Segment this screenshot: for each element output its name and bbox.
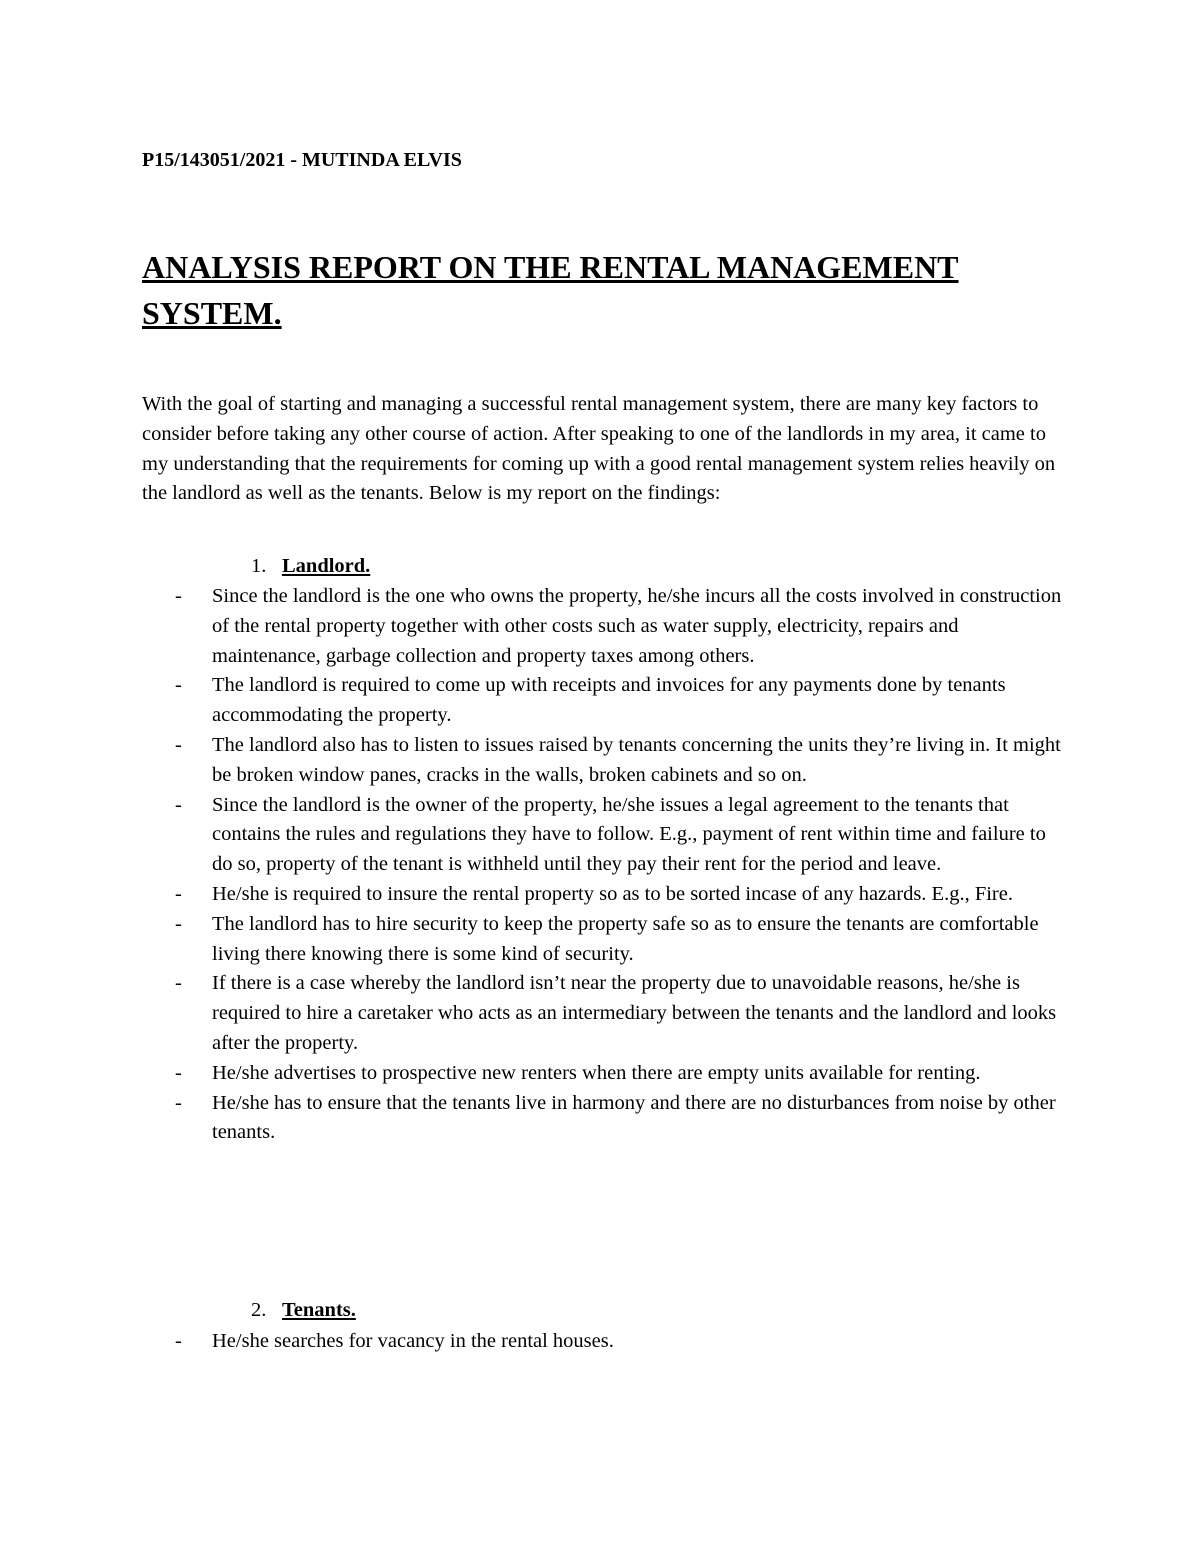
bullet-dash: - [175,793,182,816]
section-heading-tenants [251,1296,356,1326]
list-item [142,731,1062,791]
bullet-dash: - [175,912,182,935]
list-item-text: The landlord is required to come up with receipts and invoices for any payments done by tenants accommodating the property. [212,674,1006,727]
section-label: Landlord. [282,555,371,577]
section-label: Tenants. [282,1299,356,1321]
section-number: 2. [251,1299,267,1321]
list-item-text: He/she advertises to prospective new renters when there are empty units available for renting. [212,1061,981,1084]
list-item-text: Since the landlord is the owner of the property, he/she issues a legal agreement to the tenants that contains the rules and regulations they have to follow. E.g., payment of rent within time and failure to do so, property of the tenant is withheld until they pay their rent for the period and leave. [212,793,1046,876]
section-number: 1. [251,555,267,577]
list-item-text: If there is a case whereby the landlord isn’t near the property due to unavoidable reasons, he/she is required to hire a caretaker who acts as an intermediary between the tenants and the landlord and looks after the property. [212,972,1057,1054]
list-item [142,1089,1062,1149]
tenants-list [142,1327,1082,1357]
bullet-dash: - [175,674,182,697]
list-item-text: The landlord also has to listen to issues raised by tenants concerning the units they’re living in. It might be broken window panes, cracks in the walls, broken cabinets and so on. [212,733,1061,786]
bullet-dash: - [175,972,182,995]
bullet-dash: - [175,1330,182,1352]
bullet-dash: - [175,585,182,607]
list-item [142,1059,1062,1089]
list-item [142,582,1062,671]
bullet-dash: - [175,1091,182,1114]
student-id-line: P15/143051/2021 - MUTINDA ELVIS [142,149,462,171]
list-item-text: He/she has to ensure that the tenants live in harmony and there are no disturbances from noise by other tenants. [212,1091,1056,1144]
report-title: ANALYSIS REPORT ON THE RENTAL MANAGEMENT SYSTEM. [142,249,959,331]
section-heading-landlord [251,552,370,582]
list-item-text: Since the landlord is the one who owns the property, he/she incurs all the costs involved in construction of the rental property together with other costs such as water supply, electricity, repairs and maintenance, garbage collection and property taxes among others. [212,585,1062,667]
bullet-dash: - [175,1061,182,1084]
list-item [142,880,1062,910]
list-item-text: He/she is required to insure the rental property so as to be sorted incase of any hazards. E.g., Fire. [212,882,1013,905]
list-item [142,969,1062,1058]
landlord-list [142,582,1082,1148]
list-item [142,1327,1062,1357]
list-item [142,791,1062,880]
list-item-text: He/she searches for vacancy in the rental houses. [212,1330,614,1352]
list-item-text: The landlord has to hire security to keep the property safe so as to ensure the tenants are comfortable living there knowing there is some kind of security. [212,912,1039,965]
intro-paragraph: With the goal of starting and managing a successful rental management system, there are many key factors to consider before taking any other course of action. After speaking to one of the landlords in my area, it came to my understanding that the requirements for coming up with a good rental management system relies heavily on the landlord as well as the tenants. Below is my report on the findings: [142,393,1056,505]
bullet-dash: - [175,733,182,756]
list-item [142,910,1062,970]
bullet-dash: - [175,882,182,905]
list-item [142,671,1062,731]
